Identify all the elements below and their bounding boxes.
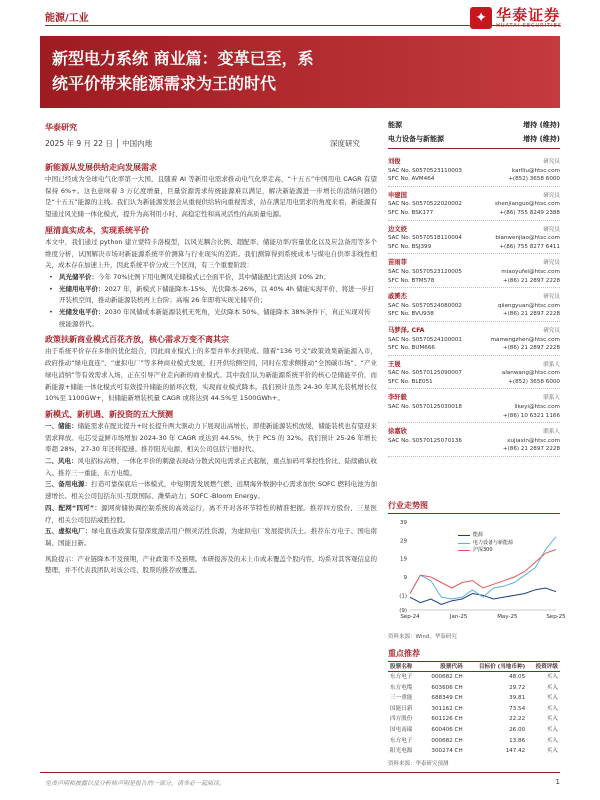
stock-rating: 买入: [546, 726, 558, 733]
analyst-sac: SAC No. S0570523120005: [388, 268, 462, 275]
analyst-card: [388, 327, 560, 356]
chart-source: 资料来源：Wind，华泰研究: [388, 634, 457, 640]
stock-rating: 买入: [546, 737, 558, 744]
report-title: [52, 46, 382, 96]
logo-icon: ✦: [470, 7, 492, 29]
prediction-item: 三、备用电源：打造可靠保底后一体模式，中短期需发展燃气燃、远期海外数据中心需求加快 SOFC 燃料电池为加速增长。相关公司包括东贝-互联国际、潍柴动力；SOFC -Bloom Energy。: [45, 480, 378, 501]
table-row: [388, 683, 560, 694]
analyst-phone: +(86) 21 2897 2228: [502, 277, 560, 284]
y-tick-label: 19: [400, 556, 407, 563]
main-column: [45, 158, 377, 577]
x-tick-label: May-25: [497, 614, 518, 620]
stock-code: 600406 CH: [431, 726, 463, 733]
analyst-sac: SAC No. S0570524100001: [388, 336, 462, 343]
analyst-name: 苗雨菲: [388, 259, 407, 267]
analyst-name: 王晟: [388, 360, 401, 368]
analyst-role: 研究员: [543, 260, 560, 267]
analyst-phone: +(852) 3658 6000: [508, 176, 560, 183]
table-row: [388, 714, 560, 725]
stock-rating: 买入: [546, 695, 558, 702]
section-2-text: 本文中，我们通过 python 建立蒙特卡洛模型，以风光耦合比例、超配率、储能功率/容量优化以及应急备用等多个维度分析，试图解决市场对新能源系统平价测算与行业现实的差距。我们测算得到系统成本与煤电自供率非线性相关，成本存在加速上升，因此系统平价分成三个区间，有三个重要阶段：: [45, 237, 377, 270]
analyst-role: 联系人: [543, 395, 560, 402]
target-price: 39.81: [509, 695, 526, 702]
section-3-text: 由于系统平价存在多维的优化组合，因此商业模式上的多型并举水到渠成。随着“136 号文”政策效果新能源入市，政府推动“绿电直连”、“虚拟电厂”等多种商业模式发展，打开供给侧空间，同时在需求侧推动“全国碳市场”、“产业绿电消纳”等有效需求入场，正在引导产业走向新的商业模式。其中我们认为新能源系统平价的核心是储能平价，而新能源+储能一体化模式可有效提升储能的循环次数，实现商业模式降本。我们预计虽然 24-30 年风光装机增长仅 10%至 1100GW+，但储能新增装机量 CAGR 或将达到 44.5%至 1500GWh+。: [45, 347, 377, 403]
analyst-name: 刘俊: [388, 158, 401, 165]
rating-row: 能源 增持 (维持): [388, 121, 560, 129]
y-tick-label: 39: [400, 520, 407, 526]
stock-name: 阳光电源: [390, 748, 413, 755]
logo-en: HUATAI SECURITIES: [496, 23, 562, 29]
analyst-sfc: SFC No. BSK177: [388, 209, 434, 216]
analyst-email[interactable]: xujiaxin@htsc.com: [507, 437, 560, 444]
analyst-role: 联系人: [543, 361, 560, 368]
col-header: 股票名称: [388, 664, 421, 672]
analyst-sfc: SFC No. BSJ399: [388, 243, 432, 250]
analyst-phone: +(86) 755 8249 2388: [499, 209, 560, 216]
report-date: 2025 年 9 月 22 日 │ 中国内地: [45, 139, 153, 148]
analyst-sac: SAC No. S0570125090007: [388, 370, 462, 377]
prediction-item: 五、虚拟电厂：绿电直连政策有望深度激活用户侧灵活性资源，为虚拟电厂发展提供沃土。推荐东方电子、国电南瑞、国能日新。: [45, 527, 378, 547]
section-4-title: 新模式、新机遇、新投资的五大预测: [45, 409, 173, 419]
stock-name: 东方电子: [390, 674, 413, 680]
col-header: 投资评级: [527, 664, 560, 672]
page-number: 1: [555, 778, 560, 786]
analyst-sfc: SFC No. BUM666: [388, 345, 435, 352]
stock-rating: 买入: [546, 674, 558, 680]
analyst-email[interactable]: karlliu@htsc.com: [511, 167, 560, 174]
footer-disclaimer: 免责声明和披露以及分析师声明是报告的一部分，请务必一起阅读。: [45, 780, 226, 787]
bullet-item: • 风光储平价：今年 70%比例下用电侧风光储模式已全面平价，其中储能配比需达到 10% 2h；: [45, 272, 377, 284]
legend-swatch: [458, 543, 470, 544]
target-price: 13.86: [509, 737, 526, 744]
analyst-email[interactable]: mamengzhen@htsc.com: [490, 336, 560, 343]
stock-code: 601126 CH: [431, 716, 463, 723]
stock-name: 东方电缆: [390, 684, 413, 691]
table-row: [388, 693, 560, 704]
section-3-title: 政策扶新商业模式百花齐放，核心需求万变不离其宗: [45, 335, 229, 345]
analyst-name: 申建国: [388, 191, 407, 199]
section-2-title: 厘清真实成本，实现系统平价: [45, 225, 149, 235]
target-price: 22.22: [509, 716, 526, 723]
analyst-role: 研究员: [543, 159, 560, 165]
stock-name: 东方电子: [390, 737, 413, 744]
legend-label: 电力设备与新能源: [473, 539, 514, 546]
series-line: [410, 550, 556, 594]
target-price: 29.72: [509, 684, 526, 691]
target-price: 26.00: [509, 726, 526, 733]
analyst-phone: +(86) 755 8277 6411: [499, 243, 560, 250]
chart-title: 行业走势图: [388, 500, 560, 514]
analyst-sac: SAC No. S0570125030018: [388, 404, 462, 411]
y-tick-label: 29: [400, 538, 407, 545]
analyst-email[interactable]: bianwenjiao@htsc.com: [495, 235, 560, 242]
analyst-role: 联系人: [543, 429, 560, 436]
analyst-card: [388, 158, 560, 187]
stock-code: 000682 CH: [431, 674, 463, 680]
x-tick-label: Sep-25: [546, 614, 566, 620]
x-tick-label: Jan-25: [449, 614, 468, 620]
analyst-role: 研究员: [543, 226, 560, 233]
analyst-sfc: SFC No. BLE051: [388, 378, 433, 385]
legend-item: [458, 540, 513, 548]
chart-legend: [458, 532, 513, 555]
y-tick-label: 9: [403, 575, 407, 581]
target-price: 147.42: [505, 748, 526, 755]
title-line-1: 新型电力系统 商业篇：变革已至，系: [52, 49, 314, 68]
col-header: 股票代码: [421, 664, 465, 672]
report-type: 华泰研究: [45, 123, 77, 132]
stock-name: 三一重能: [390, 695, 413, 702]
legend-item: [458, 547, 513, 555]
col-header: 目标价 (当地币种): [465, 664, 527, 672]
rating-box: [388, 118, 560, 151]
trend-chart: [388, 514, 566, 626]
doc-kind: 深度研究: [330, 139, 360, 148]
analyst-sfc: SFC No. BTM578: [388, 277, 435, 284]
y-tick-label: (9): [399, 608, 407, 614]
bullet-item: • 光储发电平价：2030 年风储成本新能源装机无死角，光伏降本 50%、储能降本 38%条件下，真正实现对传统能源替代。: [45, 307, 377, 330]
logo-cn: 华泰证券: [496, 6, 561, 24]
table-row: [388, 736, 560, 747]
table-row: [388, 746, 560, 757]
prediction-item: 四、配网“四可”：源网荷储协调控制系统的高效运行，离不开对各环节特性的精准把握。推荐四方股份、三星医疗，相关公司包括威胜控股。: [45, 503, 378, 524]
stock-code: 000682 CH: [431, 737, 463, 744]
analyst-role: 研究员: [543, 294, 560, 301]
analyst-phone: +(86) 10 6321 1166: [502, 412, 560, 419]
stock-table: [388, 664, 560, 757]
stock-name: 国能日新: [390, 705, 413, 712]
analyst-email[interactable]: alanwang@htsc.com: [501, 370, 560, 377]
stocks-title: 重点推荐: [388, 648, 560, 662]
legend-label: 能源: [473, 532, 484, 538]
target-price: 48.05: [509, 674, 526, 680]
x-tick-label: Sep-24: [400, 614, 420, 620]
analyst-card: [388, 394, 560, 423]
category-label: 能源/工业: [45, 13, 89, 24]
stock-rating: 买入: [546, 705, 558, 712]
footer-divider: [40, 772, 560, 773]
stock-name: 四方股份: [390, 716, 413, 723]
analyst-sac: SAC No. S0570522020002: [388, 201, 462, 208]
stock-code: 301162 CH: [431, 705, 463, 712]
stock-picks: [388, 648, 560, 767]
analyst-name: 戚赟杰: [388, 293, 407, 301]
stocks-source: 资料来源：华泰研究预测: [388, 760, 449, 767]
analyst-phone: +(852) 3658 6000: [508, 378, 560, 385]
legend-label: 沪深300: [473, 547, 493, 553]
section-1-title: 新能源从发展供给走向发展需求: [45, 163, 157, 172]
analyst-name: 李轩毅: [388, 394, 407, 402]
analyst-name: 边文姣: [388, 225, 407, 233]
analyst-card: [388, 293, 560, 322]
title-line-2: 统平价带来能源需求为王的时代: [52, 74, 277, 93]
analyst-phone: +(86) 21 2897 2228: [502, 345, 560, 352]
analyst-sac: SAC No. S0570523110003: [388, 167, 462, 174]
analyst-sfc: SFC No. BVU938: [388, 311, 434, 318]
analyst-sac: SAC No. S0570524080002: [388, 302, 462, 309]
industry-chart-section: [388, 500, 566, 640]
legend-swatch: [458, 535, 470, 536]
legend-item: [458, 532, 513, 540]
rating-row: 电力设备与新能源 增持 (维持): [388, 135, 560, 143]
analyst-card: [388, 259, 560, 288]
stock-code: 300274 CH: [431, 748, 463, 755]
analyst-email[interactable]: qiiengyuan@htsc.com: [497, 302, 560, 309]
series-line: [410, 588, 556, 605]
stock-rating: 买入: [546, 716, 558, 723]
analyst-card: [388, 192, 560, 221]
analyst-email[interactable]: miaoyufei@htsc.com: [501, 268, 560, 275]
stock-code: 688349 CH: [431, 695, 463, 702]
target-price: 73.54: [509, 705, 526, 712]
analyst-name: 马梦泽, CFA: [388, 326, 425, 334]
stock-name: 国电南瑞: [390, 726, 413, 733]
prediction-item: 二、风电：风电招标高增、一体化平价的刺激表现动分散式风电需求正式起航，重点加码可掌控性价比、陆续确认收入。推荐三一重能、东方电缆。: [45, 457, 378, 477]
analyst-role: 研究员: [543, 192, 560, 199]
analyst-sfc: SFC No. AVM464: [388, 176, 435, 183]
analyst-phone: +(86) 21 2897 2228: [502, 311, 560, 318]
table-row: [388, 672, 560, 683]
table-row: [388, 725, 560, 736]
section-1-text: 中国已经成为全球电气化率第一大国，且随着 AI 等新用电需求推动电气化率走高，“十五五”中国用电 CAGR 有望保持 6%+。这也意味着 3 万亿度增量，巨量资源需求传统能源难以满足，解决新能源进一步增长的消纳问题仍是“十五五”能源的主线。我们认为新能源发展会从重视供给转向重视需求，站在满足用电需求的角度来看，新能源有望通过风光储一体化模式，提升为高利用小时、高稳定性和高灵活性的高质量电源。: [45, 175, 377, 219]
prediction-item: 一、储能：储能需求在配比提升+时长提升两大驱动力下展现出高增长，即使新能源装机放缓，储能装机也有望迎来需求释放。电芯受益鲜市场增加 2024-30 年 CAGR 或达到 44.5%，快于 PCS 的 32%。我们预计 25-26 年增长率超 28%，27-30 年还将提速。推荐阳光电源，相关公司包括宁德时代。: [45, 421, 377, 454]
analyst-name: 徐嘉欣: [388, 428, 407, 436]
stock-rating: 买入: [546, 684, 558, 691]
risk-note: 风险提示：产业链降本不及预期，产业政策不及预期。本研报涉及的未上市或未覆盖个股内容，均系对其客观信息的整理，并不代表我团队对该公司、股票的推荐或覆盖。: [45, 554, 377, 575]
legend-swatch: [458, 550, 470, 551]
analyst-email[interactable]: shenjianguo@htsc.com: [494, 201, 560, 208]
analyst-card: [388, 428, 560, 457]
company-logo: [470, 7, 562, 29]
analyst-phone: +(86) 21 2897 2228: [502, 446, 560, 453]
analyst-email[interactable]: likeyi@htsc.com: [514, 404, 560, 411]
y-tick-label: (1): [399, 593, 407, 600]
analyst-list: [388, 158, 560, 462]
analyst-sac: SAC No. S0570125070136: [388, 437, 462, 444]
stock-code: 603606 CH: [431, 684, 463, 691]
analyst-card: [388, 361, 560, 390]
analyst-sac: SAC No. S0570518110004: [388, 235, 462, 242]
analyst-role: 研究员: [543, 327, 560, 334]
analyst-card: [388, 226, 560, 255]
bullet-item: • 光储用电平价：2027 年，新模式下储能降本-15%、光伏降本-26%，以 40% 4h 储能实现平价，将进一步打开装机空间，推动新能源装机再上台阶；高端 26 年即将实现光储平价；: [45, 284, 377, 307]
table-row: [388, 704, 560, 715]
stock-rating: 买入: [546, 748, 558, 755]
